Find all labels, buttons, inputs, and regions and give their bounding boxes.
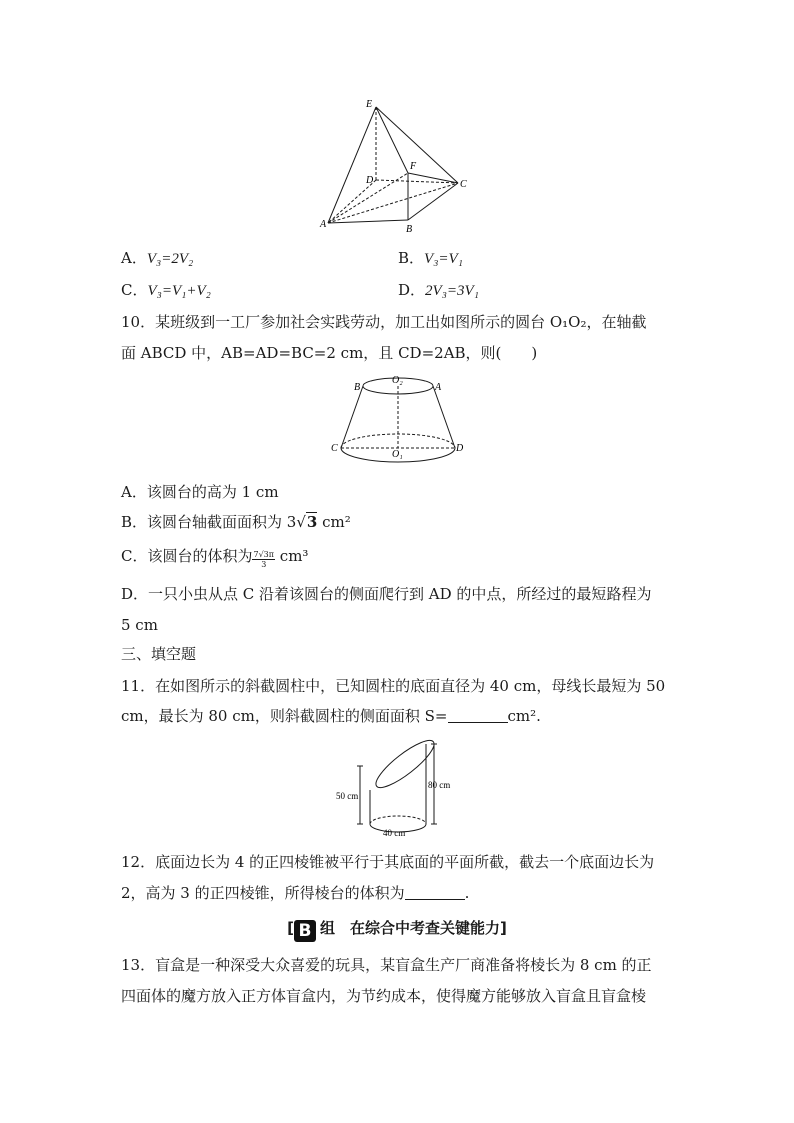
label-B: B [354, 382, 361, 393]
label-E: E [366, 99, 373, 110]
sqrt-sign: √ [296, 513, 306, 531]
section-fill-in-heading: 三、填空题 [121, 645, 197, 663]
q13-line2: 四面体的魔方放入正方体盲盒内，为节约成本，使得魔方能够放入盲盒且盲盒棱 [121, 987, 647, 1005]
q12-line1: 12．底面边长为 4 的正四棱锥被平行于其底面的平面所截，截去一个底面边长为 [121, 853, 655, 871]
q9-pyramid-figure [318, 95, 478, 235]
q9-option-d: D．2V₃=3V₁ [398, 281, 479, 299]
q11-line2: cm，最长为 80 cm，则斜截圆柱的侧面面积 S= cm². [121, 707, 541, 725]
answer-blank[interactable] [405, 885, 465, 900]
label-D: D [456, 443, 464, 454]
q11-line1: 11．在如图所示的斜截圆柱中，已知圆柱的底面直径为 40 cm，母线长最短为 50 [121, 677, 666, 695]
label-C: C [331, 443, 338, 454]
q10-option-a: A．该圆台的高为 1 cm [121, 483, 279, 501]
volume-fraction: $\frac{7√3\pi}{3}$ [253, 550, 275, 569]
answer-blank[interactable] [448, 708, 508, 723]
q13-line1: 13．盲盒是一种深受大众喜爱的玩具，某盲盒生产厂商准备将棱长为 8 cm 的正 [121, 956, 652, 974]
q9-option-a: A．V₃=2V₂ [121, 249, 194, 267]
q10-option-d-line1: D．一只小虫从点 C 沿着该圆台的侧面爬行到 AD 的中点，所经过的最短路程为 [121, 585, 652, 603]
q10-frustum-figure [326, 372, 471, 467]
q9-option-c: C．V₃=V₁+V₂ [121, 281, 211, 299]
q10-stem-line1: 10．某班级到一工厂参加社会实践劳动，加工出如图所示的圆台 O₁O₂，在轴截 [121, 313, 647, 331]
q12-line2: 2，高为 3 的正四棱锥，所得棱台的体积为 . [121, 884, 470, 902]
label-O2: O₂ [392, 375, 403, 386]
q10-option-b: B．该圆台轴截面面积为 3√3 cm² [121, 513, 351, 531]
label-F: F [410, 161, 417, 172]
label-40cm: 40 cm [383, 828, 406, 838]
group-b-badge: B [294, 920, 316, 942]
label-50cm: 50 cm [336, 791, 359, 801]
q10-option-d-line2: 5 cm [121, 616, 158, 634]
label-A: A [320, 219, 327, 230]
label-C: C [460, 179, 467, 190]
label-B: B [406, 224, 413, 235]
label-80cm: 80 cm [428, 780, 451, 790]
q10-option-c: C．该圆台的体积为 $\frac{7√3\pi}{3}$ cm³ [121, 547, 309, 569]
q10-stem-line2: 面 ABCD 中，AB=AD=BC=2 cm，且 CD=2AB，则( ) [121, 344, 538, 362]
label-D: D [366, 175, 374, 186]
section-b-heading: [ B 组 在综合中考查关键能力] [287, 919, 507, 941]
label-O1: O₁ [392, 449, 403, 460]
q9-option-b: B．V₃=V₁ [398, 249, 463, 267]
q11-cut-cylinder-figure [334, 738, 466, 838]
label-A: A [435, 382, 442, 393]
